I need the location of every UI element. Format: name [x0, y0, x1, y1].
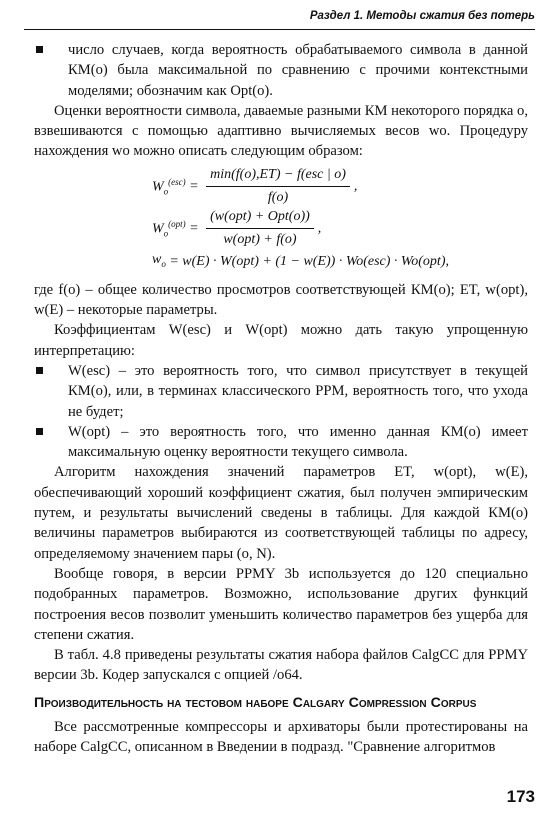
fraction-denominator: w(opt) + f(o) — [223, 232, 297, 248]
formula-w-opt: $W_o^{(opt)}$ = $\frac{\text{(w(opt) + Opt(o))}}{\text{w(opt) + f(o)}}$ , — [152, 208, 528, 250]
formula-w-esc: $W_o^{(esc)}$ = $\frac{\text{min(f(o),ET) − f(esc | o)}}{f(o)}$ , — [152, 166, 528, 208]
paragraph-where: где f(o) – общее количество просмотров соответствующей КМ(o); ET, w(opt), w(E) – некоторые параметры. — [34, 281, 528, 319]
list-item-text: W(opt) – это вероятность того, что именно данная КМ(o) имеет максимальную оценку вероятности текущего символа. — [68, 423, 528, 461]
section-heading: Производительность на тестовом наборе Calgary Compression Corpus — [34, 694, 477, 711]
fraction — [206, 207, 314, 251]
formula-weight-rhs: = w(E) · W(opt) + (1 − w(E)) · Wo(esc) · Wo(opt), — [169, 253, 449, 269]
paragraph-algorithm: Алгоритм нахождения значений параметров ET, w(opt), w(E), обеспечивающий хороший коэффициент сжатия, был получен эмпирическим путем, и результаты вычислений сведены в таблицы. Для каждой КМ(o) величины параметров выбираются из соответствующей таблицы по адресу, определяемому значением пары (o, N). — [34, 464, 528, 562]
bullet-square-icon — [36, 46, 43, 53]
list-item-w-opt — [34, 422, 528, 463]
list-item-w-esc — [34, 361, 528, 422]
fraction-numerator: min(f(o),ET) − f(esc | o) — [206, 165, 350, 187]
list-item-text: число случаев, когда вероятность обрабатываемого символа в данной КМ(o) была максимальной по сравнению с прочими контекстными моделями; обозначим как Opt(o). — [68, 42, 528, 99]
running-head: Раздел 1. Методы сжатия без потерь — [309, 10, 535, 22]
formula-weight: $w_o$ = w(E) · W(opt) + (1 − w(E)) · Wo(esc) · Wo(opt), — [152, 250, 528, 274]
fraction — [206, 165, 350, 209]
fraction-denominator: f(o) — [267, 190, 289, 206]
paragraph-table: В табл. 4.8 приведены результаты сжатия набора файлов CalgCC для PPMY версии 3b. Кодер запускался с опцией /o64. — [34, 647, 528, 684]
bullet-square-icon — [36, 428, 43, 435]
list-item-opt-count — [34, 40, 528, 101]
page-number: 173 — [506, 787, 535, 806]
paragraph-estimates: Оценки вероятности символа, даваемые разными КМ некоторого порядка o, взвешиваются с помощью адаптивно вычисляемых весов wo. Процедуру нахождения wo можно описать следующим образом: — [34, 102, 528, 160]
bullet-square-icon — [36, 367, 43, 374]
header-rule — [24, 29, 535, 30]
paragraph-coefficients: Коэффициентам W(esc) и W(opt) можно дать такую упрощенную интерпретацию: — [34, 322, 528, 359]
formula-block — [34, 166, 528, 274]
fraction-numerator: (w(opt) + Opt(o)) — [206, 207, 314, 229]
paragraph-ppmy: Вообще говоря, в версии PPMY 3b используется до 120 специально подобранных параметров. Возможно, использование других функций построения весов позволит уменьшить количество параметров без ущерба для степени сжатия. — [34, 565, 528, 643]
list-item-text: W(esc) – это вероятность того, что символ присутствует в текущей КМ(o), или, в терминах классического PPM, вероятность того, что ухода не будет; — [68, 362, 528, 420]
page-body — [34, 40, 528, 757]
paragraph-final: Все рассмотренные компрессоры и архиваторы были протестированы на наборе CalgCC, описанном в Введении в подразд. "Сравнение алгоритмов — [34, 718, 528, 756]
